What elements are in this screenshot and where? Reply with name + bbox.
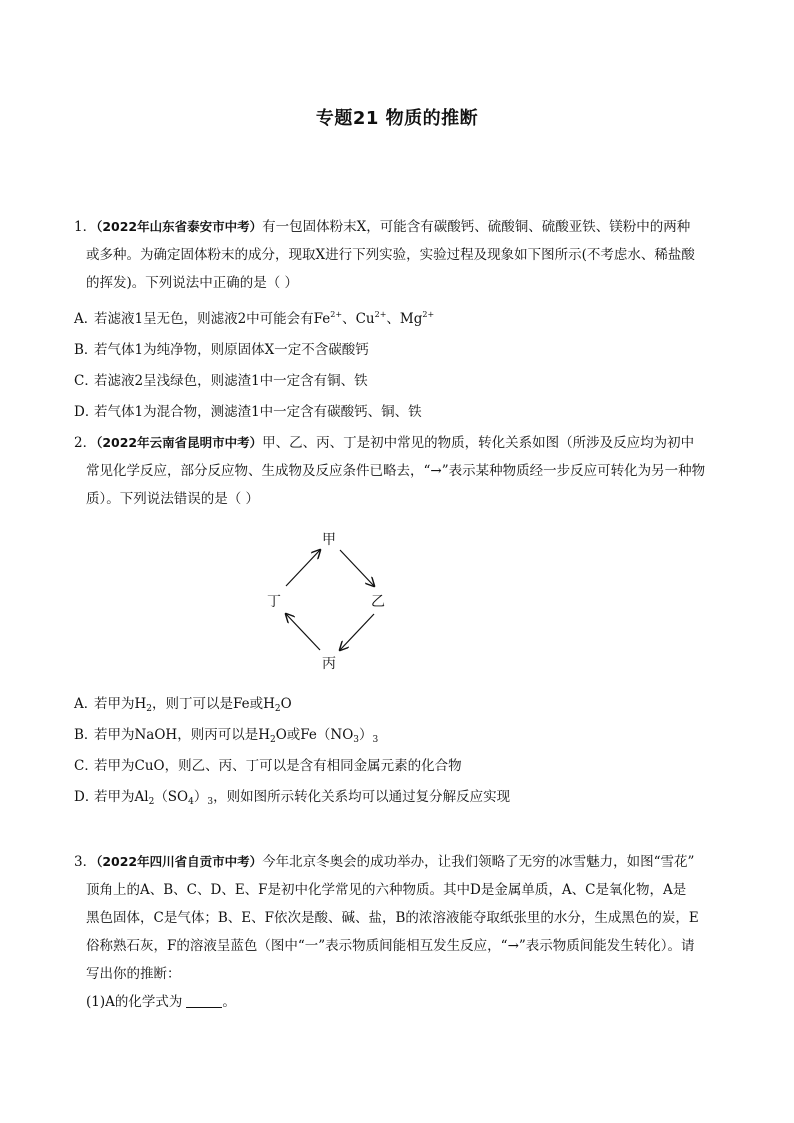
question-1 [74,213,726,297]
option-label: C． [74,758,98,774]
question-3-line-5: 写出你的推断： [86,966,181,982]
option-label: A． [74,696,98,712]
subscript: 4 [188,797,194,807]
subscript: 3 [372,735,379,745]
question-number: 3． [74,854,97,870]
option-text: ，则如图所示转化关系均可以通过复分解反应实现 [213,789,511,805]
subscript: 3 [353,735,360,745]
transformation-diagram [260,528,400,678]
question-1-option-a [74,309,726,329]
question-3-line-2: 顶角上的A、B、C、D、E、F是初中化学常见的六种物质。其中D是金属单质，A、C是氧化物，A是 [86,882,687,898]
option-label: B． [74,727,98,743]
question-3-subquestion-1 [74,988,726,1016]
option-text: ） [193,789,208,805]
question-2-option-a [74,694,726,714]
option-text: 若滤液1呈无色，则滤液2中可能会有Fe [94,311,331,327]
node-ding: 丁 [267,594,281,610]
node-jia: 甲 [322,532,336,548]
option-text: 若甲为CuO，则乙、丙、丁可以是含有相同金属元素的化合物 [94,758,462,774]
question-2-line-2: 常见化学反应，部分反应物、生成物及反应条件已略去，“→”表示某种物质经一步反应可转化为另一种物 [86,463,706,479]
question-1-option-c [74,371,726,391]
arrow-jia-to-yi [340,550,374,586]
option-label: D． [74,789,99,805]
option-text: 若甲为Al [94,789,149,805]
question-number: 1． [74,219,97,235]
question-2-line-1 [74,429,726,457]
question-2-line-3: 质）。下列说法错误的是（ ） [86,491,260,507]
question-1-option-b [74,340,726,360]
subquestion-text: 。 [222,994,236,1010]
question-1-line-2: 或多种。为确定固体粉末的成分，现取X进行下列实验，实验过程及现象如下图所示(不考虑水、稀盐酸 [86,247,695,263]
superscript: 2+ [422,310,435,319]
subscript: 2 [274,704,281,714]
question-number: 2． [74,435,97,451]
subscript: 2 [148,797,155,807]
question-3-line-1 [74,848,726,876]
option-text: 若气体1为纯净物，则原固体X一定不含碳酸钙 [94,342,369,358]
option-text: 若气体1为混合物，测滤渣1中一定含有碳酸钙、铜、铁 [94,404,422,420]
question-source: （2022年山东省泰安市中考） [96,219,263,234]
option-label: A． [74,311,98,327]
question-2 [74,429,726,513]
question-3-line-4: 俗称熟石灰，F的溶液呈蓝色（图中“一”表示物质间能相互发生反应，“→”表示物质间能发生转化）。请 [86,938,695,954]
option-text: （SO [154,789,189,805]
arrow-ding-to-jia [286,550,320,586]
question-2-option-c [74,756,726,776]
question-text: 有一包固体粉末X，可能含有碳酸钙、硫酸铜、硫酸亚铁、镁粉中的两种 [262,219,691,235]
page-title: 专题21 物质的推断 [315,108,479,129]
option-label: D． [74,404,99,420]
question-3-line-3: 黑色固体，C是气体；B、E、F依次是酸、碱、盐，B的浓溶液能夺取纸张里的水分，生成黑色的炭，E [86,910,699,926]
subscript: 2 [269,735,276,745]
option-label: B． [74,342,98,358]
superscript: 2+ [330,310,343,319]
option-label: C． [74,373,98,389]
answer-blank[interactable] [186,995,222,1008]
subscript: 2 [146,704,153,714]
question-source: （2022年云南省昆明市中考） [96,435,263,450]
question-text: 甲、乙、丙、丁是初中常见的物质，转化关系如图（所涉及反应均为初中 [262,435,695,451]
question-1-line-3: 的挥发)。下列说法中正确的是（ ） [86,275,299,291]
option-text: 若甲为H [94,696,147,712]
option-text: 、Cu [342,311,375,327]
option-text: 若滤液2呈浅绿色，则滤渣1中一定含有铜、铁 [94,373,368,389]
option-text: ，则丁可以是Fe或H [152,696,275,712]
question-1-line-1 [74,213,726,241]
question-2-option-b [74,725,726,745]
superscript: 2+ [374,310,387,319]
question-source: （2022年四川省自贡市中考） [96,854,263,869]
node-bing: 丙 [322,656,336,672]
question-2-option-d [74,787,726,807]
question-3 [74,848,726,1016]
option-text: ） [359,727,373,743]
question-text: 今年北京冬奥会的成功举办，让我们领略了无穷的冰雪魅力，如图“雪花” [262,854,695,870]
node-yi: 乙 [371,594,385,610]
arrow-bing-to-ding [286,614,320,650]
subquestion-text: (1)A的化学式为 [86,994,183,1010]
option-text: 若甲为NaOH，则丙可以是H [94,727,270,743]
option-text: O [280,696,292,712]
option-text: O或Fe（NO [275,727,354,743]
question-1-option-d [74,402,726,422]
option-text: 、Mg [386,311,423,327]
arrow-yi-to-bing [340,614,374,650]
subscript: 3 [207,797,214,807]
